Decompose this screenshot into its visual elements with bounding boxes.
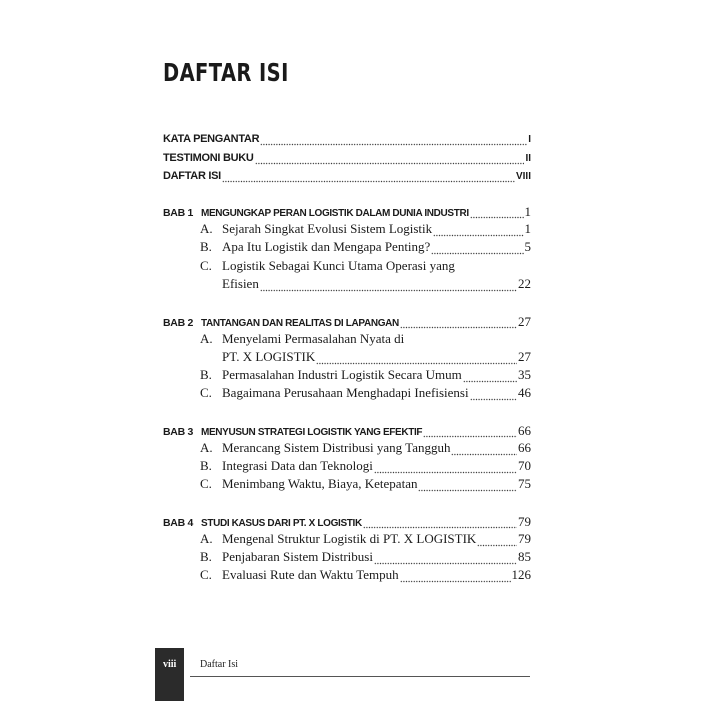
- subentry-title: Mengenal Struktur Logistik di PT. X LOGISTIK: [222, 531, 477, 546]
- subentry-title: Bagaimana Perusahaan Menghadapi Inefisiensi: [222, 385, 469, 400]
- footer-running-title: Daftar Isi: [200, 659, 239, 670]
- leader-dots: [433, 221, 523, 239]
- toc-subentry[interactable]: [200, 567, 531, 585]
- leader-dots: [470, 203, 524, 221]
- subentry-title: Apa Itu Logistik dan Mengapa Penting?: [222, 239, 431, 254]
- toc-entry-testimoni-buku[interactable]: [163, 149, 531, 167]
- subentry-letter: A.: [200, 440, 213, 455]
- chapter-page: 27: [518, 314, 531, 329]
- toc-subentry[interactable]: [200, 367, 531, 385]
- toc-subentry-continuation[interactable]: [222, 276, 531, 294]
- footer-page-number: viii: [163, 659, 177, 670]
- chapter-heading-bab-2[interactable]: [163, 313, 531, 331]
- subentry-letter: A.: [200, 221, 213, 236]
- subentry-page: 27: [518, 349, 531, 364]
- subentry-page: 79: [518, 531, 531, 546]
- subentry-title: Permasalahan Industri Logistik Secara Umum: [222, 367, 462, 382]
- subentry-title: Menyelami Permasalahan Nyata di: [222, 331, 405, 346]
- chapter-number: BAB 4: [163, 517, 194, 529]
- chapter-title: MENYUSUN STRATEGI LOGISTIK YANG EFEKTIF: [201, 427, 423, 438]
- subentry-letter: B.: [200, 367, 212, 382]
- subentry-letter: B.: [200, 239, 212, 254]
- leader-dots: [255, 149, 525, 167]
- toc-subentry[interactable]: [200, 331, 531, 349]
- leader-dots: [400, 567, 511, 585]
- subentry-letter: C.: [200, 385, 212, 400]
- subentry-letter: C.: [200, 476, 212, 491]
- page-title: DAFTAR ISI: [163, 58, 289, 87]
- subentry-title: Merancang Sistem Distribusi yang Tangguh: [222, 440, 451, 455]
- subentry-page: 5: [524, 239, 531, 254]
- subentry-page: 35: [518, 367, 531, 382]
- chapter-number: BAB 2: [163, 317, 194, 329]
- toc-subentry[interactable]: [200, 531, 531, 549]
- chapter-title: TANTANGAN DAN REALITAS DI LAPANGAN: [201, 318, 399, 329]
- leader-dots: [316, 349, 517, 367]
- subentry-title: Integrasi Data dan Teknologi: [222, 458, 373, 473]
- chapter-number: BAB 1: [163, 207, 194, 219]
- chapter-heading-bab-4[interactable]: [163, 513, 531, 531]
- leader-dots: [431, 239, 523, 257]
- toc-entry-page: VIII: [515, 171, 531, 182]
- subentry-letter: C.: [200, 567, 212, 582]
- toc-subentry[interactable]: [200, 239, 531, 257]
- footer-page-tab: [155, 648, 184, 701]
- subentry-title-continuation: Efisien: [222, 276, 259, 291]
- leader-dots: [470, 385, 517, 403]
- toc-entry-page: I: [528, 134, 531, 145]
- subentry-page: 70: [518, 458, 531, 473]
- leader-dots: [222, 167, 515, 185]
- subentry-page: 22: [518, 276, 531, 291]
- subentry-page: 75: [518, 476, 531, 491]
- toc-entry-kata-pengantar[interactable]: [163, 130, 531, 148]
- leader-dots: [260, 276, 517, 294]
- leader-dots: [451, 440, 517, 458]
- leader-dots: [423, 422, 517, 440]
- toc-entry-page: II: [525, 153, 531, 164]
- chapter-page: 79: [518, 514, 531, 529]
- subentry-letter: A.: [200, 531, 213, 546]
- chapter-heading-bab-3[interactable]: [163, 422, 531, 440]
- subentry-title: Sejarah Singkat Evolusi Sistem Logistik: [222, 221, 433, 236]
- chapter-heading-bab-1[interactable]: [163, 203, 531, 221]
- subentry-letter: B.: [200, 458, 212, 473]
- subentry-page: 66: [518, 440, 531, 455]
- subentry-title: Logistik Sebagai Kunci Utama Operasi yang: [222, 258, 455, 273]
- subentry-letter: B.: [200, 549, 212, 564]
- leader-dots: [477, 531, 517, 549]
- subentry-page: 46: [518, 385, 531, 400]
- subentry-letter: A.: [200, 331, 213, 346]
- chapter-page: 66: [518, 423, 531, 438]
- leader-dots: [374, 549, 517, 567]
- toc-subentry[interactable]: [200, 221, 531, 239]
- leader-dots: [363, 513, 517, 531]
- chapter-title: MENGUNGKAP PERAN LOGISTIK DALAM DUNIA INDUSTRI: [201, 208, 469, 219]
- subentry-title-continuation: PT. X LOGISTIK: [222, 349, 316, 364]
- toc-subentry[interactable]: [200, 549, 531, 567]
- subentry-title: Menimbang Waktu, Biaya, Ketepatan: [222, 476, 418, 491]
- toc-subentry[interactable]: [200, 476, 531, 494]
- leader-dots: [463, 367, 517, 385]
- chapter-title: STUDI KASUS DARI PT. X LOGISTIK: [201, 518, 362, 529]
- subentry-letter: C.: [200, 258, 212, 273]
- toc-entry-label: DAFTAR ISI: [163, 170, 221, 182]
- footer-rule: [190, 676, 530, 677]
- subentry-page: 126: [511, 567, 531, 582]
- leader-dots: [374, 458, 517, 476]
- leader-dots: [418, 476, 517, 494]
- subentry-title: Penjabaran Sistem Distribusi: [222, 549, 373, 564]
- toc-subentry[interactable]: [200, 440, 531, 458]
- subentry-page: 85: [518, 549, 531, 564]
- subentry-title: Evaluasi Rute dan Waktu Tempuh: [222, 567, 399, 582]
- toc-subentry[interactable]: [200, 458, 531, 476]
- toc-entry-label: KATA PENGANTAR: [163, 133, 260, 145]
- toc-subentry-continuation[interactable]: [222, 349, 531, 367]
- toc-entry-daftar-isi[interactable]: [163, 167, 531, 185]
- toc-subentry[interactable]: [200, 385, 531, 403]
- leader-dots: [260, 130, 527, 148]
- toc-entry-label: TESTIMONI BUKU: [163, 152, 254, 164]
- toc-subentry[interactable]: [200, 258, 531, 276]
- chapter-number: BAB 3: [163, 426, 194, 438]
- subentry-page: 1: [524, 221, 531, 236]
- chapter-page: 1: [524, 204, 531, 219]
- leader-dots: [400, 313, 517, 331]
